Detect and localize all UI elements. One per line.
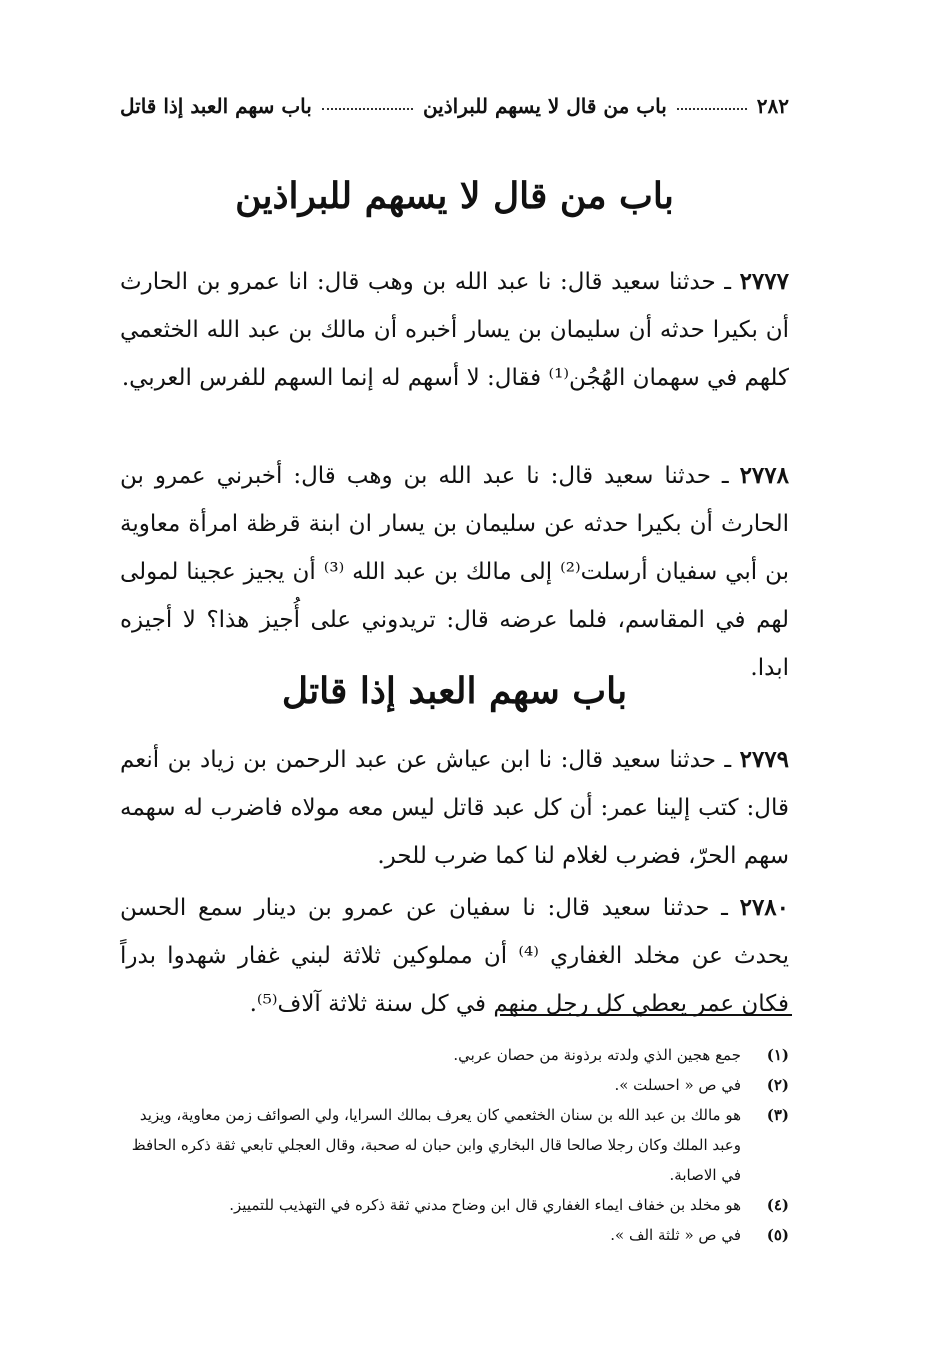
footnote-text: جمع هجين الذي ولدته برذونة من حصان عربي.	[453, 1046, 741, 1064]
hadith-text: ـ حدثنا سعيد قال: نا عبد الله بن وهب قال: أخبرني عمرو بن الحارث أن بكيرا حدثه عن سليمان بن يسار ان ابنة قرظة امرأة معاوية بن أبي سفيان أرسلت⁽²⁾ إلى مالك بن عبد الله ⁽³⁾ أن يجيز عجينا لمولى لهم في المقاسم، فلما عرضه قال: تريدوني على أُجيز هذا؟ لا أجيزه ابدا.	[120, 463, 789, 681]
running-head	[120, 86, 789, 126]
hadith-text: ـ حدثنا سعيد قال: نا عبد الله بن وهب قال: انا عمرو بن الحارث أن بكيرا حدثه أن سليمان بن يسار أخبره أن مالك بن عبد الله الخثعمي كلهم في سهمان الهُجُن⁽¹⁾ فقال: لا أسهم له إنما السهم للفرس العربي.	[120, 269, 789, 391]
hadith-entry	[120, 736, 789, 880]
running-head-section: باب سهم العبد إذا قاتل	[120, 94, 312, 118]
running-head-chapter: باب من قال لا يسهم للبراذين	[422, 94, 667, 118]
hadith-entry	[120, 258, 789, 402]
footnote	[120, 1100, 789, 1190]
footnote-mark: (١)	[766, 1046, 789, 1064]
hadith-text: ـ حدثنا سعيد قال: نا ابن عياش عن عبد الرحمن بن زياد بن أنعم قال: كتب إلينا عمر: أن كل عبد قاتل ليس معه مولاه فاضرب له سهمه سهم الحرّ، فضرب لغلام لنا كما ضرب للحر.	[120, 747, 789, 869]
hadith-number: ٢٧٧٨	[739, 462, 789, 489]
hadith-text: ـ حدثنا سعيد قال: نا سفيان عن عمرو بن دينار سمع الحسن يحدث عن مخلد الغفاري ⁽⁴⁾ أن مملوكين ثلاثة لبني غفار شهدوا بدراً فكان عمر يعطي كل رجل منهم في كل سنة ثلاثة آلاف⁽⁵⁾.	[120, 895, 789, 1017]
footnote-mark: (٤)	[766, 1196, 789, 1214]
header-divider	[322, 108, 413, 110]
hadith-number: ٢٧٧٩	[739, 746, 790, 773]
section-heading: باب من قال لا يسهم للبراذين	[235, 175, 674, 217]
footnote-text: في ص « ثلثة الف ».	[610, 1226, 741, 1244]
footnote-mark: (٥)	[766, 1226, 789, 1244]
footnote	[120, 1220, 789, 1250]
hadith-entry	[120, 452, 789, 692]
hadith-entry	[120, 884, 789, 1028]
hadith-number: ٢٧٧٧	[739, 268, 789, 295]
footnote	[120, 1190, 789, 1220]
footnote-text: هو مخلد بن خفاف ايماء الغفاري قال ابن وضاح مدني ثقة ذكره في التهذيب للتمييز.	[229, 1196, 741, 1214]
footnotes	[120, 1040, 789, 1250]
footnote-text: هو مالك بن عبد الله بن سنان الخثعمي كان يعرف بمالك السرايا، ولي الصوائف زمن معاوية، ويزيد وعبد الملك وكان رجلا صالحا قال البخاري وابن حبان له صحبة، وقال العجلي تابعي ثقة ذكره الحافظ في الاصابة.	[131, 1106, 741, 1184]
footnote	[120, 1070, 789, 1100]
footnote	[120, 1040, 789, 1070]
header-divider	[677, 108, 747, 110]
page-number: ٢٨٢	[756, 94, 789, 118]
hadith-number: ٢٧٨٠	[739, 894, 790, 921]
section-heading: باب سهم العبد إذا قاتل	[281, 670, 628, 712]
footnote-mark: (٢)	[766, 1076, 789, 1094]
footnote-separator	[500, 1014, 792, 1016]
footnote-text: في ص « احسلت ».	[614, 1076, 741, 1094]
footnote-mark: (٣)	[766, 1106, 789, 1124]
